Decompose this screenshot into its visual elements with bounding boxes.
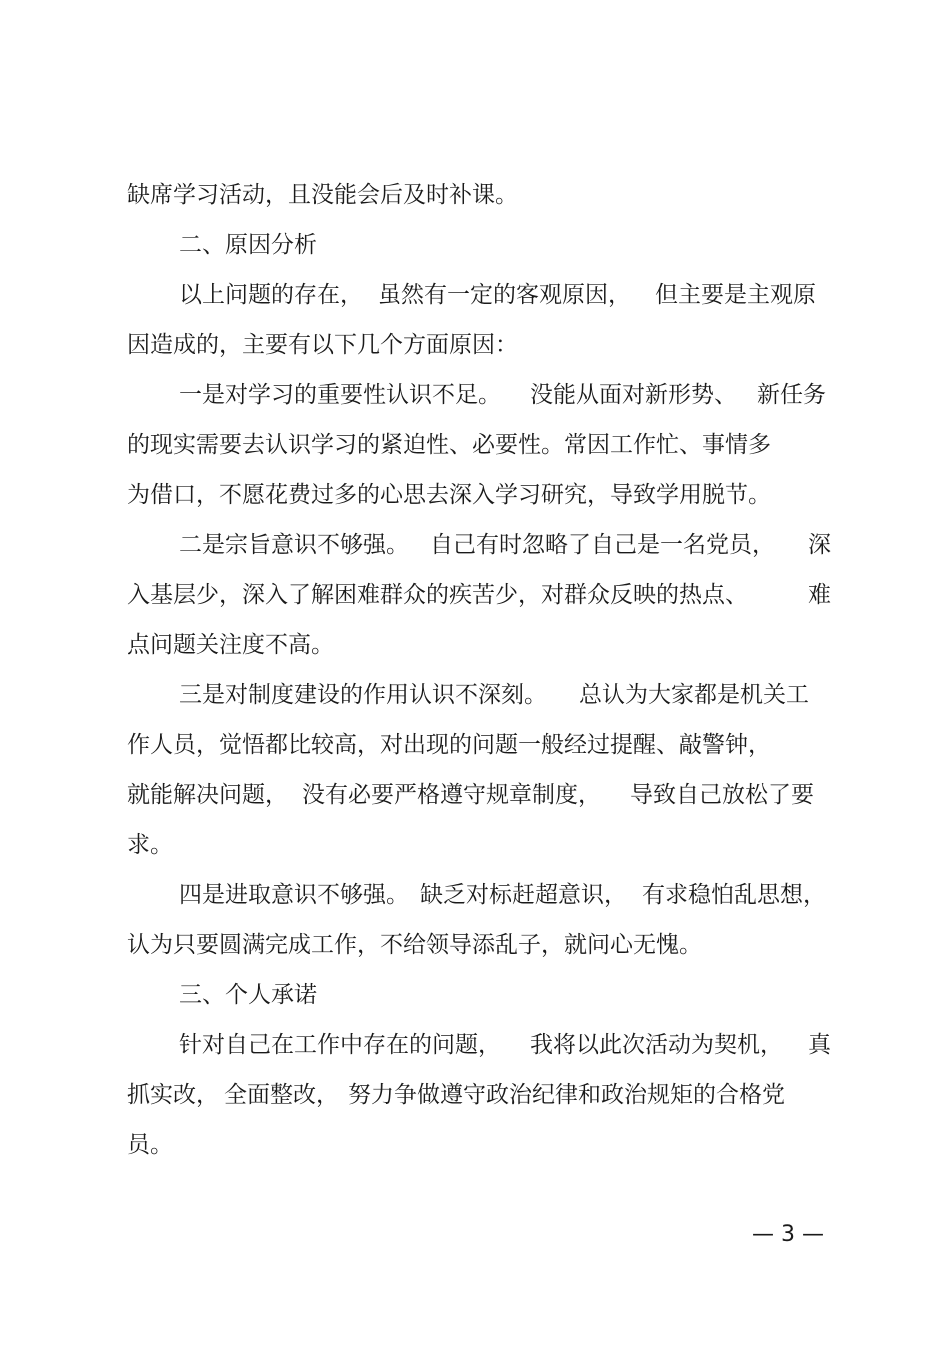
text-segment: 因造成的，主要有以下几个方面原因： xyxy=(127,332,518,358)
text-segment: 虽然有一定的客观原因， xyxy=(378,282,631,308)
text-segment: 深 xyxy=(808,532,831,558)
text-segment: 有求稳怕乱思想， xyxy=(642,882,826,908)
text-segment: 三是对制度建设的作用认识不深刻。 xyxy=(179,682,547,708)
text-segment: 我将以此次活动为契机， xyxy=(530,1032,783,1058)
text-line xyxy=(0,628,950,662)
text-line xyxy=(0,828,950,862)
text-segment: 三、个人承诺 xyxy=(179,982,317,1008)
text-segment: 点问题关注度不高。 xyxy=(127,632,334,658)
text-segment: 二是宗旨意识不够强。 xyxy=(179,532,409,558)
text-line xyxy=(0,1028,950,1062)
text-segment: 没能从面对新形势、 xyxy=(530,382,737,408)
text-segment: 的现实需要去认识学习的紧迫性、必要性。常因工作忙、事情多 xyxy=(127,432,771,458)
text-segment: 缺席学习活动，且没能会后及时补课。 xyxy=(127,182,518,208)
text-segment: 以上问题的存在， xyxy=(179,282,363,308)
text-segment: 一是对学习的重要性认识不足。 xyxy=(179,382,501,408)
text-line xyxy=(0,328,950,362)
text-segment: 针对自己在工作中存在的问题， xyxy=(179,1032,501,1058)
text-line xyxy=(0,578,950,612)
section-heading xyxy=(0,228,950,262)
text-line xyxy=(0,428,950,462)
text-segment: 就能解决问题， xyxy=(127,782,288,808)
text-line xyxy=(0,478,950,512)
text-segment: 没有必要严格遵守规章制度， xyxy=(302,782,601,808)
text-line xyxy=(0,378,950,412)
text-segment: 难 xyxy=(808,582,831,608)
text-line xyxy=(0,178,950,212)
text-segment: 总认为大家都是机关工 xyxy=(579,682,809,708)
section-heading xyxy=(0,978,950,1012)
text-line xyxy=(0,678,950,712)
page-number: — 3 — xyxy=(752,1222,824,1247)
text-line xyxy=(0,1128,950,1162)
text-line xyxy=(0,778,950,812)
text-segment: 自己有时忽略了自己是一名党员， xyxy=(430,532,775,558)
text-segment: 努力争做遵守政治纪律和政治规矩的合格党 xyxy=(348,1082,785,1108)
text-segment: 求。 xyxy=(127,832,173,858)
text-line xyxy=(0,278,950,312)
text-line xyxy=(0,878,950,912)
text-segment: 员。 xyxy=(127,1132,173,1158)
text-line xyxy=(0,1078,950,1112)
text-segment: 全面整改， xyxy=(224,1082,339,1108)
text-segment: 导致自己放松了要 xyxy=(630,782,814,808)
text-segment: 入基层少，深入了解困难群众的疾苦少，对群众反映的热点、 xyxy=(127,582,748,608)
text-line xyxy=(0,928,950,962)
text-segment: 认为只要圆满完成工作，不给领导添乱子，就问心无愧。 xyxy=(127,932,702,958)
text-line xyxy=(0,728,950,762)
text-segment: 为借口，不愿花费过多的心思去深入学习研究，导致学用脱节。 xyxy=(127,482,771,508)
text-line xyxy=(0,528,950,562)
text-segment: 作人员，觉悟都比较高，对出现的问题一般经过提醒、敲警钟， xyxy=(127,732,771,758)
text-segment: 真 xyxy=(808,1032,831,1058)
text-segment: 新任务 xyxy=(757,382,826,408)
text-segment: 二、原因分析 xyxy=(179,232,317,258)
text-segment: 四是进取意识不够强。 xyxy=(179,882,409,908)
text-segment: 抓实改， xyxy=(127,1082,219,1108)
text-segment: 但主要是主观原 xyxy=(655,282,816,308)
text-segment: 缺乏对标赶超意识， xyxy=(420,882,627,908)
